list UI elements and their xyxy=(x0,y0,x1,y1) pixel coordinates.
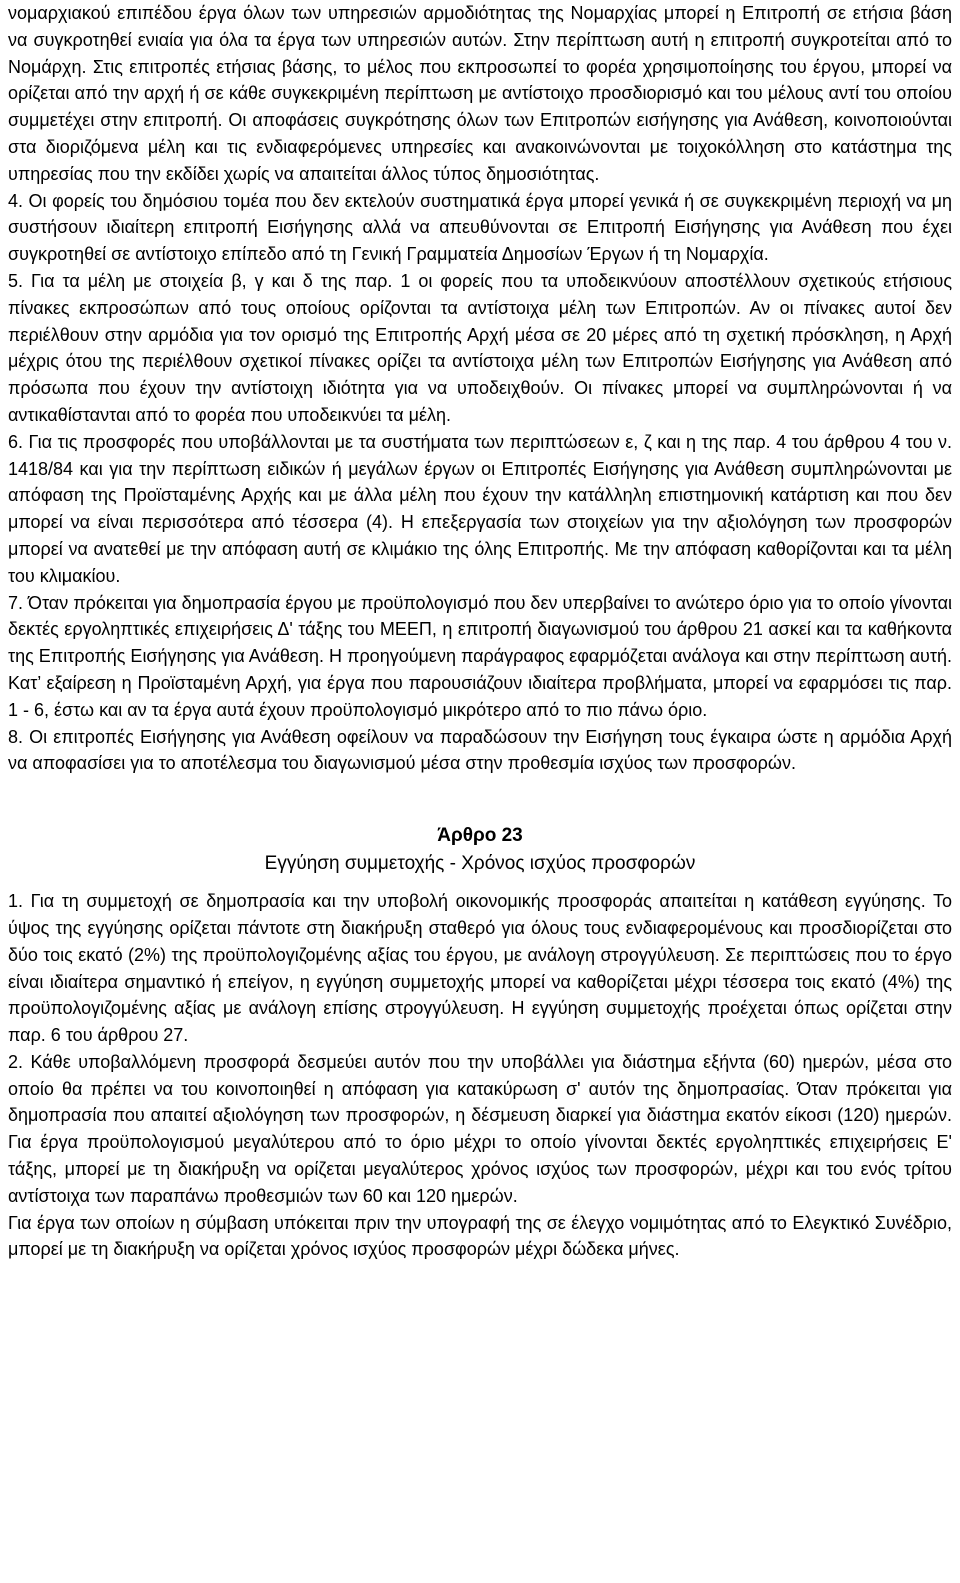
article-heading xyxy=(8,822,952,878)
paragraph-5: 5. Για τα μέλη με στοιχεία β, γ και δ της παρ. 1 οι φορείς που τα υποδεικνύουν αποστέλλουν σχετικούς ετήσιους πίνακες εκπροσώπων από τους οποίους ορίζονται τα αντίστοιχα μέλη των Επιτροπών. Αν οι πίνακες αυτοί δεν περιέλθουν στην αρμόδια για τον ορισμό της Επιτροπής Αρχή μέσα σε 20 μέρες από τη σχετική πρόσκληση, η Αρχή μέχρις ότου της περιέλθουν σχετικοί πίνακες ορίζει τα αντίστοιχα μέλη των Επιτροπών Εισήγησης για Ανάθεση από πρόσωπα που έχουν την αντίστοιχη ιδιότητα για να υποδειχθούν. Οι πίνακες μπορεί να συμπληρώνονται ή να αντικαθίστανται από το φορέα που υποδεικνύει τα μέλη. xyxy=(8,270,952,425)
paragraph-6: 6. Για τις προσφορές που υποβάλλονται με τα συστήματα των περιπτώσεων ε, ζ και η της παρ. 4 του άρθρου 4 του ν. 1418/84 και για την περίπτωση ειδικών ή μεγάλων έργων οι Επιτροπές Εισήγησης για Ανάθεση συμπληρώνονται με απόφαση της Προϊσταμένης Αρχής και με άλλα μέλη που έχουν την κατάλληλη επιστημονική κατάρτιση και που δεν μπορεί να είναι περισσότερα από τέσσερα (4). Η επεξεργασία των στοιχείων για την αξιολόγηση των προσφορών μπορεί να ανατεθεί με την απόφαση αυτή σε κλιμάκιο της όλης Επιτροπής. Με την απόφαση καθορίζονται και τα μέλη του κλιμακίου. xyxy=(8,431,952,586)
paragraph-4: 4. Οι φορείς του δημόσιου τομέα που δεν εκτελούν συστηματικά έργα μπορεί γενικά ή σε συγκεκριμένη περιοχή να μη συστήσουν ιδιαίτερη επιτροπή Εισήγησης αλλά να απευθύνονται σε Επιτροπή Εισήγησης για Ανάθεση που έχει συγκροτηθεί σε αντίστοιχο επίπεδο από τη Γενική Γραμματεία Δημοσίων Έργων ή τη Νομαρχία. xyxy=(8,190,952,265)
article-22-continuation xyxy=(8,0,952,777)
paragraph-3-continuation: νομαρχιακού επιπέδου έργα όλων των υπηρεσιών αρμοδιότητας της Νομαρχίας μπορεί η Επιτροπή σε ετήσια βάση να συγκροτηθεί ενιαία για όλα τα έργα των υπηρεσιών αυτών. Στην περίπτωση αυτή η επιτροπή συγκροτείται από το Νομάρχη. Στις επιτροπές ετήσιας βάσης, το μέλος που εκπροσωπεί το φορέα χρησιμοποίησης του έργου, μπορεί να ορίζεται από την αρχή ή σε κάθε συγκεκριμένη περίπτωση με αντίστοιχο προσδιορισμό και του μέλους αντί του οποίου συμμετέχει στην επιτροπή. Οι αποφάσεις συγκρότησης όλων των Επιτροπών εισήγησης για Ανάθεση, κοινοποιούνται στα διοριζόμενα μέλη και τις ενδιαφερόμενες υπηρεσίες και ανακοινώνονται με τοιχοκόλληση στο κατάστημα της υπηρεσίας που την εκδίδει χωρίς να απαιτείται άλλος τύπος δημοσιότητας. xyxy=(8,3,952,184)
article-23-paragraph-1: 1. Για τη συμμετοχή σε δημοπρασία και την υποβολή οικονομικής προσφοράς απαιτείται η κατάθεση εγγύησης. Το ύψος της εγγύησης ορίζεται πάντοτε στη διακήρυξη σταθερό για όλους τους ενδιαφερομένους και προσδιορίζεται στο δύο τοις εκατό (2%) της προϋπολογιζομένης αξίας του έργου, με ανάλογη στρογγύλευση. Σε περιπτώσεις που το έργο είναι ιδιαίτερα σημαντικό ή επείγον, η εγγύηση συμμετοχής μπορεί να καθορίζεται μέχρι τέσσερα τοις εκατό (4%) της προϋπολογιζομένης αξίας με ανάλογη επίσης στρογγύλευση. Η εγγύηση συμμετοχής προέχεται όπως ορίζεται στην παρ. 6 του άρθρου 27. xyxy=(8,891,952,1046)
article-23-body xyxy=(8,888,952,1263)
article-subtitle: Εγγύηση συμμετοχής - Χρόνος ισχύος προσφορών xyxy=(264,853,696,875)
article-23-paragraph-3: Για έργα των οποίων η σύμβαση υπόκειται πριν την υπογραφή της σε έλεγχο νομιμότητας από το Ελεγκτικό Συνέδριο, μπορεί με τη διακήρυξη να ορίζεται χρόνος ισχύος προσφορών μέχρι δώδεκα μήνες. xyxy=(8,1212,952,1260)
paragraph-8: 8. Οι επιτροπές Εισήγησης για Ανάθεση οφείλουν να παραδώσουν την Εισήγηση τους έγκαιρα ώστε η αρμόδια Αρχή να αποφασίσει για το αποτέλεσμα του διαγωνισμού μέσα στην προθεσμία ισχύος των προσφορών. xyxy=(8,726,952,774)
article-23-paragraph-2: 2. Κάθε υποβαλλόμενη προσφορά δεσμεύει αυτόν που την υποβάλλει για διάστημα εξήντα (60) ημερών, μέσα στο οποίο θα πρέπει να του κοινοποιηθεί η απόφαση για κατακύρωση σ' αυτόν της δημοπρασίας. Όταν πρόκειται για δημοπρασία που απαιτεί αξιολόγηση των προσφορών, η δέσμευση διαρκεί για διάστημα εκατόν είκοσι (120) ημερών. Για έργα προϋπολογισμού μεγαλύτερου από το όριο μέχρι το οποίο γίνονται δεκτές εργοληπτικές επιχειρήσεις Ε' τάξης, μπορεί με τη διακήρυξη να ορίζεται μεγαλύτερος χρόνος ισχύος των προσφορών, μέχρι και του ενός τρίτου αντίστοιχα των παραπάνω προθεσμιών των 60 και 120 ημερών. xyxy=(8,1051,952,1206)
paragraph-7: 7. Όταν πρόκειται για δημοπρασία έργου με προϋπολογισμό που δεν υπερβαίνει το ανώτερο όριο για το οποίο γίνονται δεκτές εργοληπτικές επιχειρήσεις Δ' τάξης του ΜΕΕΠ, η επιτροπή διαγωνισμού του άρθρου 21 ασκεί και τα καθήκοντα της Επιτροπής Εισήγησης για Ανάθεση. Η προηγούμενη παράγραφος εφαρμόζεται ανάλογα και στην περίπτωση αυτή. Κατ’ εξαίρεση η Προϊσταμένη Αρχή, για έργα που παρουσιάζουν ιδιαίτερα προβλήματα, μπορεί να εφαρμόσει τις παρ. 1 - 6, έστω και αν τα έργα αυτά έχουν προϋπολογισμό μικρότερο από το πιο πάνω όριο. xyxy=(8,592,953,720)
article-title: Άρθρο 23 xyxy=(437,825,523,847)
